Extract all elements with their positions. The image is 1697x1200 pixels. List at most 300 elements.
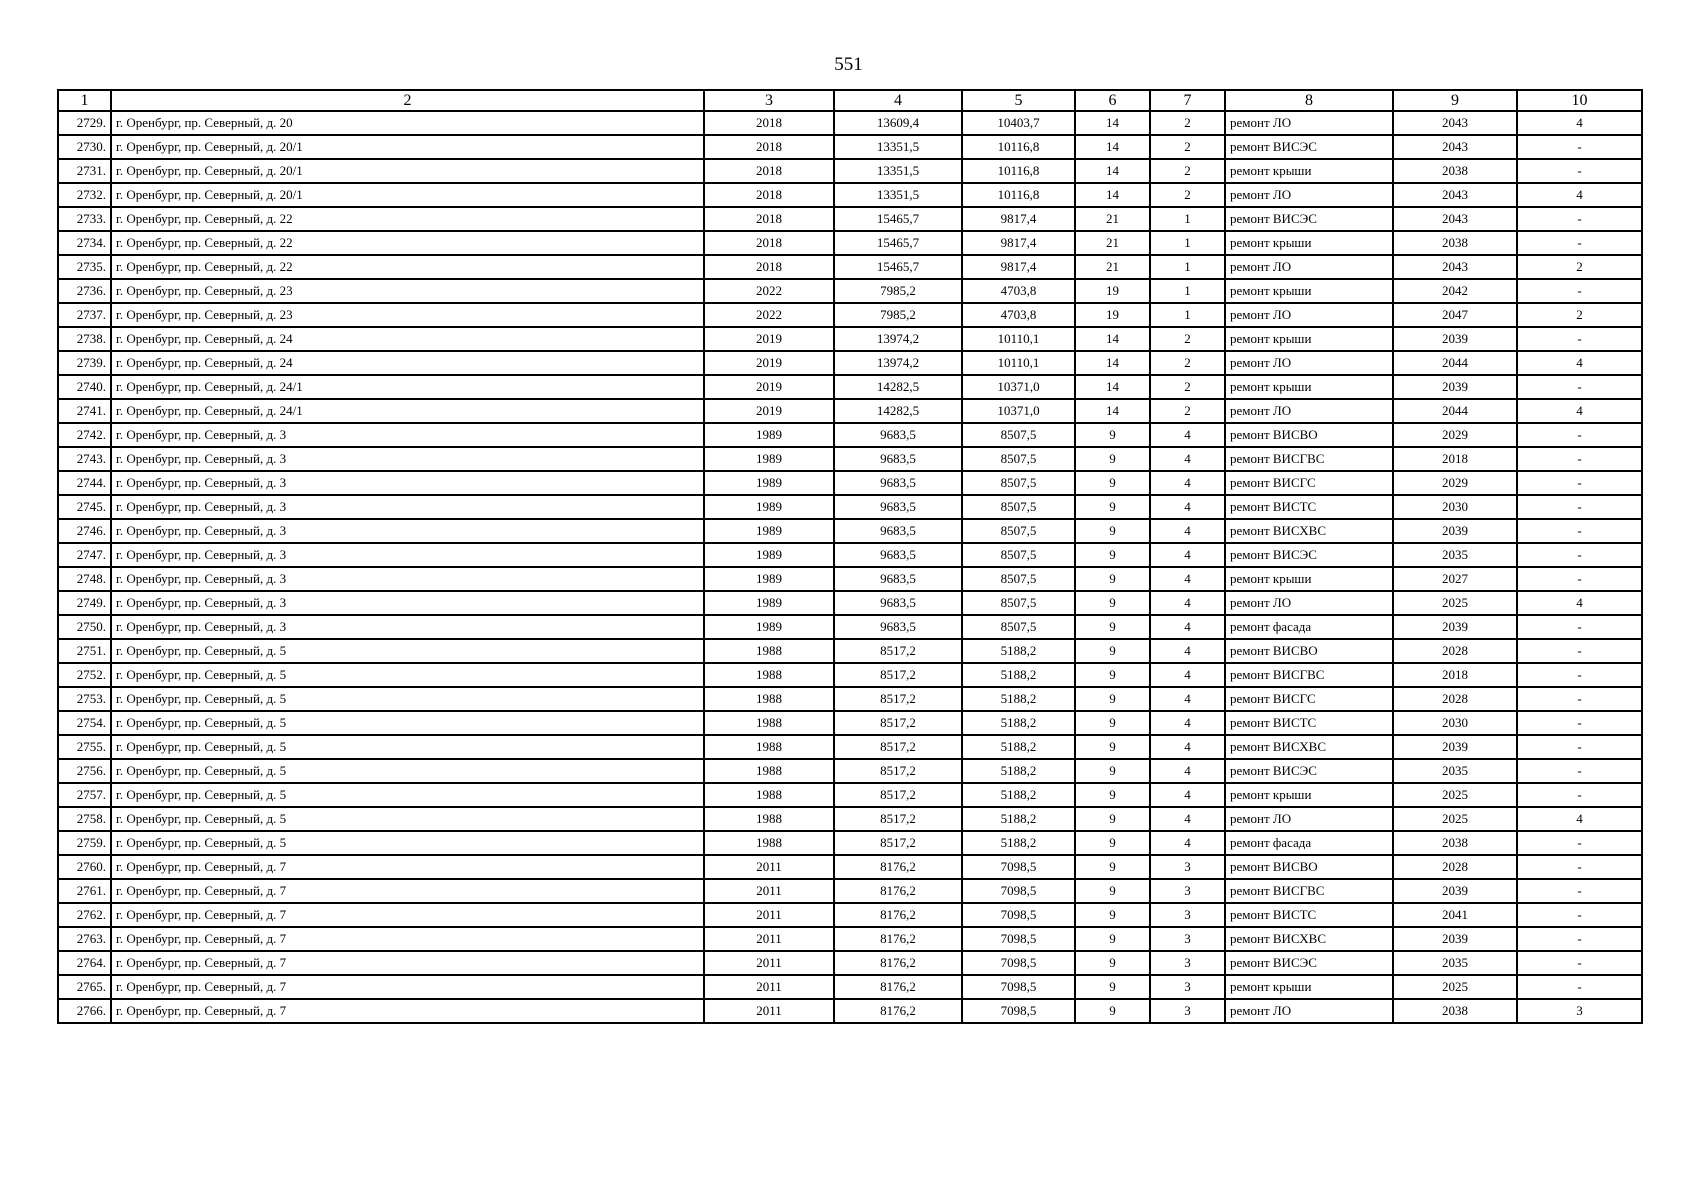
cell-year-built: 1988	[704, 639, 834, 663]
column-header-10: 10	[1517, 90, 1642, 111]
cell-year-built: 1988	[704, 783, 834, 807]
cell-floors: 9	[1075, 543, 1150, 567]
cell-planned-year: 2028	[1393, 687, 1517, 711]
cell-floors: 19	[1075, 279, 1150, 303]
cell-address: г. Оренбург, пр. Северный, д. 7	[111, 903, 704, 927]
cell-total-area: 8176,2	[834, 975, 962, 999]
table-row	[58, 111, 1642, 135]
cell-year-built: 2022	[704, 279, 834, 303]
cell-row-number: 2766.	[58, 999, 111, 1023]
cell-year-built: 2011	[704, 855, 834, 879]
cell-work-type: ремонт ВИСЭС	[1225, 543, 1393, 567]
cell-total-area: 9683,5	[834, 423, 962, 447]
cell-work-type: ремонт ВИСВО	[1225, 855, 1393, 879]
table-row	[58, 711, 1642, 735]
cell-work-type: ремонт ВИСТС	[1225, 711, 1393, 735]
cell-year-built: 1989	[704, 615, 834, 639]
cell-planned-year: 2042	[1393, 279, 1517, 303]
cell-year-built: 2018	[704, 159, 834, 183]
cell-value-10: 4	[1517, 807, 1642, 831]
cell-work-type: ремонт ЛО	[1225, 303, 1393, 327]
cell-work-type: ремонт ЛО	[1225, 351, 1393, 375]
cell-work-type: ремонт ВИСГС	[1225, 687, 1393, 711]
table-row	[58, 951, 1642, 975]
cell-entrances: 4	[1150, 495, 1225, 519]
cell-value-10: -	[1517, 903, 1642, 927]
cell-row-number: 2731.	[58, 159, 111, 183]
cell-total-area: 13351,5	[834, 135, 962, 159]
cell-total-area: 8517,2	[834, 735, 962, 759]
table-row	[58, 159, 1642, 183]
cell-value-10: -	[1517, 879, 1642, 903]
table-row	[58, 519, 1642, 543]
cell-year-built: 2019	[704, 399, 834, 423]
cell-address: г. Оренбург, пр. Северный, д. 3	[111, 567, 704, 591]
cell-year-built: 1988	[704, 663, 834, 687]
cell-total-area: 14282,5	[834, 399, 962, 423]
cell-living-area: 5188,2	[962, 663, 1075, 687]
cell-floors: 9	[1075, 639, 1150, 663]
cell-living-area: 10110,1	[962, 327, 1075, 351]
cell-planned-year: 2039	[1393, 375, 1517, 399]
cell-entrances: 3	[1150, 879, 1225, 903]
cell-entrances: 4	[1150, 447, 1225, 471]
cell-living-area: 9817,4	[962, 207, 1075, 231]
cell-row-number: 2754.	[58, 711, 111, 735]
cell-living-area: 10116,8	[962, 183, 1075, 207]
cell-address: г. Оренбург, пр. Северный, д. 3	[111, 423, 704, 447]
cell-year-built: 1988	[704, 687, 834, 711]
cell-planned-year: 2028	[1393, 639, 1517, 663]
cell-work-type: ремонт крыши	[1225, 159, 1393, 183]
cell-total-area: 8517,2	[834, 639, 962, 663]
cell-living-area: 8507,5	[962, 447, 1075, 471]
cell-year-built: 1989	[704, 543, 834, 567]
cell-address: г. Оренбург, пр. Северный, д. 5	[111, 783, 704, 807]
cell-year-built: 2019	[704, 351, 834, 375]
cell-planned-year: 2043	[1393, 183, 1517, 207]
cell-entrances: 2	[1150, 327, 1225, 351]
cell-work-type: ремонт ВИСГВС	[1225, 663, 1393, 687]
cell-row-number: 2730.	[58, 135, 111, 159]
cell-floors: 9	[1075, 831, 1150, 855]
cell-total-area: 9683,5	[834, 615, 962, 639]
cell-year-built: 2011	[704, 879, 834, 903]
table-row	[58, 831, 1642, 855]
cell-work-type: ремонт крыши	[1225, 567, 1393, 591]
cell-living-area: 8507,5	[962, 495, 1075, 519]
cell-total-area: 15465,7	[834, 255, 962, 279]
cell-floors: 9	[1075, 615, 1150, 639]
cell-entrances: 4	[1150, 759, 1225, 783]
cell-row-number: 2755.	[58, 735, 111, 759]
cell-year-built: 2011	[704, 951, 834, 975]
cell-year-built: 1989	[704, 495, 834, 519]
cell-row-number: 2750.	[58, 615, 111, 639]
cell-address: г. Оренбург, пр. Северный, д. 3	[111, 447, 704, 471]
cell-floors: 9	[1075, 759, 1150, 783]
table-row	[58, 447, 1642, 471]
cell-living-area: 8507,5	[962, 567, 1075, 591]
cell-floors: 9	[1075, 423, 1150, 447]
cell-value-10: -	[1517, 735, 1642, 759]
cell-address: г. Оренбург, пр. Северный, д. 20/1	[111, 135, 704, 159]
cell-row-number: 2739.	[58, 351, 111, 375]
cell-planned-year: 2039	[1393, 735, 1517, 759]
cell-work-type: ремонт ЛО	[1225, 255, 1393, 279]
cell-living-area: 9817,4	[962, 255, 1075, 279]
cell-floors: 9	[1075, 591, 1150, 615]
cell-total-area: 13351,5	[834, 159, 962, 183]
cell-living-area: 5188,2	[962, 759, 1075, 783]
cell-entrances: 1	[1150, 279, 1225, 303]
cell-floors: 14	[1075, 183, 1150, 207]
cell-value-10: -	[1517, 615, 1642, 639]
cell-year-built: 2019	[704, 375, 834, 399]
cell-year-built: 1989	[704, 471, 834, 495]
cell-planned-year: 2025	[1393, 783, 1517, 807]
cell-value-10: 4	[1517, 183, 1642, 207]
cell-address: г. Оренбург, пр. Северный, д. 24	[111, 351, 704, 375]
cell-row-number: 2751.	[58, 639, 111, 663]
cell-planned-year: 2030	[1393, 711, 1517, 735]
cell-entrances: 2	[1150, 351, 1225, 375]
column-header-3: 3	[704, 90, 834, 111]
cell-floors: 14	[1075, 159, 1150, 183]
cell-work-type: ремонт крыши	[1225, 975, 1393, 999]
cell-value-10: -	[1517, 567, 1642, 591]
cell-planned-year: 2018	[1393, 663, 1517, 687]
table-row	[58, 927, 1642, 951]
cell-year-built: 1988	[704, 711, 834, 735]
column-header-2: 2	[111, 90, 704, 111]
cell-year-built: 1988	[704, 759, 834, 783]
cell-row-number: 2764.	[58, 951, 111, 975]
cell-living-area: 5188,2	[962, 687, 1075, 711]
cell-work-type: ремонт ВИСЭС	[1225, 759, 1393, 783]
cell-entrances: 2	[1150, 183, 1225, 207]
cell-year-built: 2018	[704, 255, 834, 279]
cell-planned-year: 2039	[1393, 327, 1517, 351]
cell-total-area: 8176,2	[834, 903, 962, 927]
cell-address: г. Оренбург, пр. Северный, д. 5	[111, 735, 704, 759]
cell-row-number: 2738.	[58, 327, 111, 351]
cell-year-built: 2019	[704, 327, 834, 351]
cell-address: г. Оренбург, пр. Северный, д. 3	[111, 591, 704, 615]
cell-work-type: ремонт ВИСВО	[1225, 639, 1393, 663]
cell-year-built: 1989	[704, 567, 834, 591]
table-row	[58, 567, 1642, 591]
cell-planned-year: 2029	[1393, 423, 1517, 447]
cell-living-area: 7098,5	[962, 975, 1075, 999]
cell-address: г. Оренбург, пр. Северный, д. 7	[111, 855, 704, 879]
cell-floors: 14	[1075, 327, 1150, 351]
cell-work-type: ремонт крыши	[1225, 327, 1393, 351]
cell-value-10: -	[1517, 327, 1642, 351]
cell-entrances: 4	[1150, 663, 1225, 687]
cell-row-number: 2765.	[58, 975, 111, 999]
cell-planned-year: 2025	[1393, 975, 1517, 999]
cell-floors: 14	[1075, 399, 1150, 423]
cell-value-10: -	[1517, 447, 1642, 471]
cell-work-type: ремонт ВИСХВС	[1225, 735, 1393, 759]
cell-row-number: 2742.	[58, 423, 111, 447]
cell-floors: 9	[1075, 975, 1150, 999]
cell-total-area: 8176,2	[834, 879, 962, 903]
cell-entrances: 2	[1150, 135, 1225, 159]
cell-year-built: 2018	[704, 231, 834, 255]
cell-living-area: 4703,8	[962, 303, 1075, 327]
cell-work-type: ремонт ВИСХВС	[1225, 519, 1393, 543]
cell-year-built: 2011	[704, 999, 834, 1023]
cell-entrances: 4	[1150, 639, 1225, 663]
cell-total-area: 13351,5	[834, 183, 962, 207]
cell-value-10: 4	[1517, 351, 1642, 375]
cell-address: г. Оренбург, пр. Северный, д. 3	[111, 471, 704, 495]
cell-total-area: 8517,2	[834, 759, 962, 783]
cell-value-10: -	[1517, 951, 1642, 975]
table-row	[58, 375, 1642, 399]
cell-entrances: 4	[1150, 615, 1225, 639]
cell-floors: 9	[1075, 687, 1150, 711]
cell-value-10: -	[1517, 759, 1642, 783]
cell-row-number: 2762.	[58, 903, 111, 927]
table-row	[58, 903, 1642, 927]
cell-floors: 9	[1075, 567, 1150, 591]
cell-year-built: 2018	[704, 135, 834, 159]
column-header-7: 7	[1150, 90, 1225, 111]
cell-living-area: 5188,2	[962, 735, 1075, 759]
table-row	[58, 423, 1642, 447]
table-row	[58, 135, 1642, 159]
cell-floors: 9	[1075, 519, 1150, 543]
column-header-5: 5	[962, 90, 1075, 111]
cell-address: г. Оренбург, пр. Северный, д. 24/1	[111, 375, 704, 399]
cell-floors: 9	[1075, 495, 1150, 519]
cell-planned-year: 2041	[1393, 903, 1517, 927]
cell-address: г. Оренбург, пр. Северный, д. 5	[111, 711, 704, 735]
cell-floors: 9	[1075, 711, 1150, 735]
cell-entrances: 3	[1150, 855, 1225, 879]
cell-row-number: 2747.	[58, 543, 111, 567]
cell-living-area: 8507,5	[962, 471, 1075, 495]
cell-living-area: 7098,5	[962, 927, 1075, 951]
table-row	[58, 183, 1642, 207]
cell-planned-year: 2035	[1393, 543, 1517, 567]
table-row	[58, 399, 1642, 423]
cell-value-10: -	[1517, 375, 1642, 399]
cell-total-area: 9683,5	[834, 495, 962, 519]
cell-total-area: 9683,5	[834, 567, 962, 591]
cell-entrances: 4	[1150, 687, 1225, 711]
cell-total-area: 8176,2	[834, 951, 962, 975]
cell-work-type: ремонт крыши	[1225, 231, 1393, 255]
cell-planned-year: 2035	[1393, 951, 1517, 975]
cell-floors: 14	[1075, 375, 1150, 399]
cell-work-type: ремонт крыши	[1225, 783, 1393, 807]
cell-living-area: 7098,5	[962, 855, 1075, 879]
cell-row-number: 2760.	[58, 855, 111, 879]
cell-row-number: 2752.	[58, 663, 111, 687]
table-row	[58, 279, 1642, 303]
cell-floors: 21	[1075, 255, 1150, 279]
table-body	[58, 111, 1642, 1023]
cell-entrances: 3	[1150, 927, 1225, 951]
cell-total-area: 13609,4	[834, 111, 962, 135]
cell-total-area: 8517,2	[834, 663, 962, 687]
cell-living-area: 5188,2	[962, 711, 1075, 735]
cell-planned-year: 2043	[1393, 255, 1517, 279]
cell-entrances: 2	[1150, 399, 1225, 423]
cell-address: г. Оренбург, пр. Северный, д. 24/1	[111, 399, 704, 423]
cell-total-area: 7985,2	[834, 279, 962, 303]
cell-planned-year: 2038	[1393, 831, 1517, 855]
cell-entrances: 4	[1150, 711, 1225, 735]
cell-living-area: 9817,4	[962, 231, 1075, 255]
cell-entrances: 4	[1150, 423, 1225, 447]
cell-total-area: 7985,2	[834, 303, 962, 327]
cell-living-area: 7098,5	[962, 951, 1075, 975]
cell-row-number: 2734.	[58, 231, 111, 255]
cell-entrances: 1	[1150, 303, 1225, 327]
cell-total-area: 8517,2	[834, 807, 962, 831]
cell-address: г. Оренбург, пр. Северный, д. 22	[111, 231, 704, 255]
cell-row-number: 2735.	[58, 255, 111, 279]
cell-floors: 9	[1075, 783, 1150, 807]
cell-planned-year: 2018	[1393, 447, 1517, 471]
cell-total-area: 8176,2	[834, 927, 962, 951]
cell-living-area: 10371,0	[962, 375, 1075, 399]
cell-entrances: 3	[1150, 903, 1225, 927]
cell-work-type: ремонт фасада	[1225, 831, 1393, 855]
cell-floors: 21	[1075, 207, 1150, 231]
cell-row-number: 2732.	[58, 183, 111, 207]
header-row	[58, 90, 1642, 111]
cell-row-number: 2743.	[58, 447, 111, 471]
cell-value-10: -	[1517, 687, 1642, 711]
cell-total-area: 9683,5	[834, 471, 962, 495]
cell-year-built: 1989	[704, 519, 834, 543]
cell-year-built: 1989	[704, 447, 834, 471]
cell-value-10: -	[1517, 975, 1642, 999]
cell-address: г. Оренбург, пр. Северный, д. 24	[111, 327, 704, 351]
cell-year-built: 2018	[704, 111, 834, 135]
cell-floors: 19	[1075, 303, 1150, 327]
cell-living-area: 8507,5	[962, 543, 1075, 567]
cell-row-number: 2748.	[58, 567, 111, 591]
cell-address: г. Оренбург, пр. Северный, д. 5	[111, 759, 704, 783]
cell-value-10: -	[1517, 663, 1642, 687]
cell-total-area: 8517,2	[834, 711, 962, 735]
page-number: 551	[834, 54, 863, 75]
repair-schedule-table	[57, 89, 1643, 1024]
cell-row-number: 2741.	[58, 399, 111, 423]
cell-value-10: -	[1517, 783, 1642, 807]
cell-total-area: 8517,2	[834, 831, 962, 855]
cell-work-type: ремонт ВИСХВС	[1225, 927, 1393, 951]
cell-address: г. Оренбург, пр. Северный, д. 7	[111, 975, 704, 999]
cell-value-10: -	[1517, 831, 1642, 855]
cell-row-number: 2744.	[58, 471, 111, 495]
cell-total-area: 8517,2	[834, 687, 962, 711]
cell-value-10: -	[1517, 135, 1642, 159]
cell-address: г. Оренбург, пр. Северный, д. 23	[111, 303, 704, 327]
cell-work-type: ремонт ВИСТС	[1225, 903, 1393, 927]
cell-row-number: 2733.	[58, 207, 111, 231]
cell-planned-year: 2029	[1393, 471, 1517, 495]
table-row	[58, 663, 1642, 687]
column-header-6: 6	[1075, 90, 1150, 111]
cell-floors: 9	[1075, 735, 1150, 759]
cell-entrances: 4	[1150, 735, 1225, 759]
cell-year-built: 1988	[704, 807, 834, 831]
cell-entrances: 4	[1150, 783, 1225, 807]
cell-floors: 9	[1075, 903, 1150, 927]
cell-living-area: 10116,8	[962, 135, 1075, 159]
table-row	[58, 255, 1642, 279]
cell-row-number: 2749.	[58, 591, 111, 615]
table-row	[58, 759, 1642, 783]
cell-living-area: 8507,5	[962, 519, 1075, 543]
table-row	[58, 495, 1642, 519]
cell-entrances: 1	[1150, 231, 1225, 255]
cell-entrances: 1	[1150, 207, 1225, 231]
cell-year-built: 1988	[704, 831, 834, 855]
cell-entrances: 1	[1150, 255, 1225, 279]
cell-year-built: 2022	[704, 303, 834, 327]
cell-living-area: 5188,2	[962, 783, 1075, 807]
cell-work-type: ремонт ВИСЭС	[1225, 207, 1393, 231]
cell-living-area: 8507,5	[962, 591, 1075, 615]
cell-address: г. Оренбург, пр. Северный, д. 5	[111, 663, 704, 687]
cell-entrances: 4	[1150, 591, 1225, 615]
cell-row-number: 2763.	[58, 927, 111, 951]
cell-entrances: 2	[1150, 111, 1225, 135]
table-row	[58, 999, 1642, 1023]
cell-floors: 9	[1075, 663, 1150, 687]
cell-address: г. Оренбург, пр. Северный, д. 3	[111, 615, 704, 639]
cell-work-type: ремонт ЛО	[1225, 591, 1393, 615]
cell-total-area: 9683,5	[834, 591, 962, 615]
cell-work-type: ремонт ЛО	[1225, 399, 1393, 423]
cell-work-type: ремонт ВИСТС	[1225, 495, 1393, 519]
cell-floors: 9	[1075, 927, 1150, 951]
cell-year-built: 2018	[704, 183, 834, 207]
table-row	[58, 975, 1642, 999]
cell-planned-year: 2039	[1393, 519, 1517, 543]
table-row	[58, 783, 1642, 807]
cell-total-area: 9683,5	[834, 447, 962, 471]
cell-entrances: 3	[1150, 999, 1225, 1023]
cell-living-area: 8507,5	[962, 423, 1075, 447]
table-row	[58, 855, 1642, 879]
cell-address: г. Оренбург, пр. Северный, д. 5	[111, 639, 704, 663]
column-header-1: 1	[58, 90, 111, 111]
cell-address: г. Оренбург, пр. Северный, д. 3	[111, 495, 704, 519]
cell-planned-year: 2039	[1393, 879, 1517, 903]
cell-value-10: 2	[1517, 303, 1642, 327]
cell-floors: 9	[1075, 447, 1150, 471]
cell-row-number: 2737.	[58, 303, 111, 327]
cell-value-10: -	[1517, 519, 1642, 543]
cell-address: г. Оренбург, пр. Северный, д. 22	[111, 255, 704, 279]
cell-floors: 9	[1075, 807, 1150, 831]
cell-planned-year: 2043	[1393, 135, 1517, 159]
cell-year-built: 1989	[704, 423, 834, 447]
cell-row-number: 2758.	[58, 807, 111, 831]
cell-planned-year: 2035	[1393, 759, 1517, 783]
cell-living-area: 5188,2	[962, 831, 1075, 855]
